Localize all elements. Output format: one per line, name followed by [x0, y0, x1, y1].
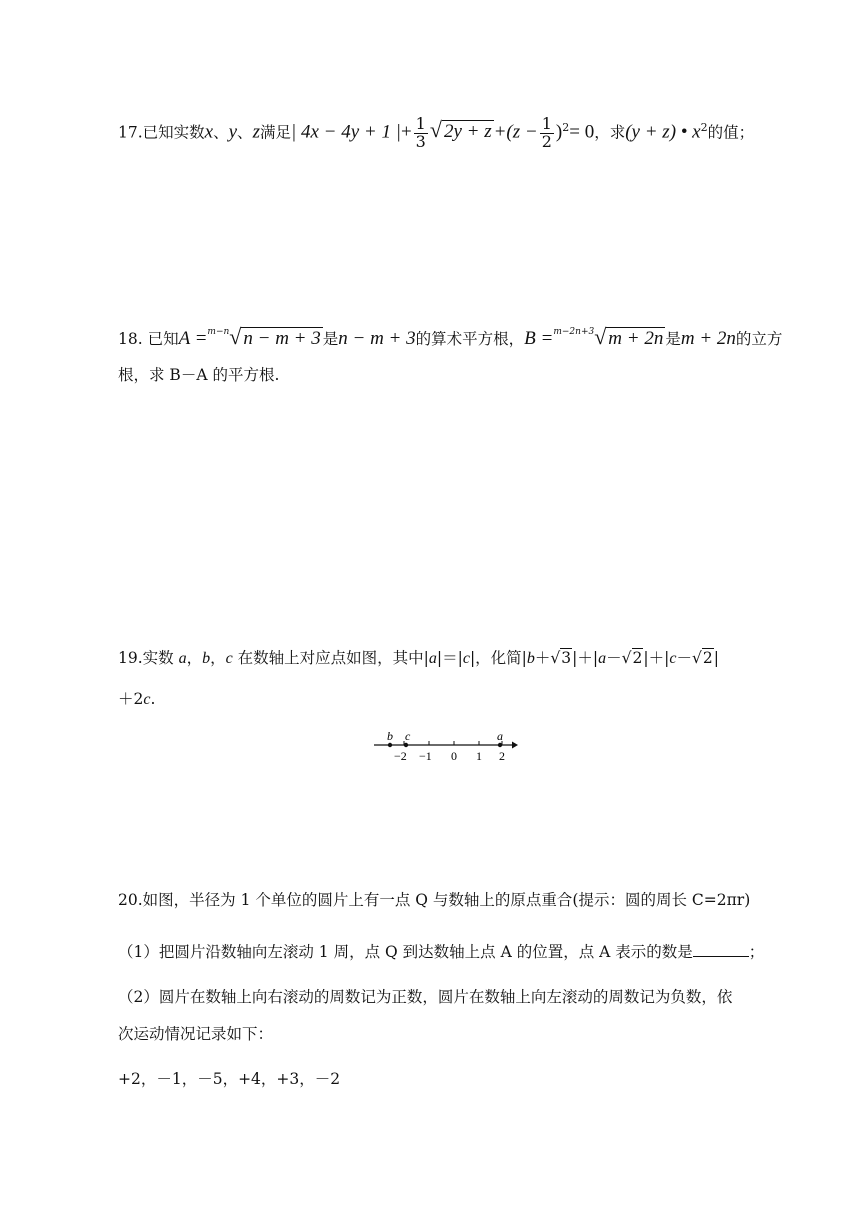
point-a-dot — [498, 743, 502, 747]
q18-prefix: 18. 已知 — [118, 330, 179, 348]
point-b-dot — [388, 743, 392, 747]
q17-abs-expr: | 4x − 4y + 1 | — [290, 121, 401, 143]
q17-ask: ，求 — [594, 123, 626, 142]
point-c-label: c — [405, 729, 411, 743]
q18-mid1: 是 — [322, 330, 339, 348]
q18-B-index2: 3 — [588, 327, 595, 337]
q17-sqrt: √ 2y + z — [429, 117, 492, 143]
tick-label-neg1: −1 — [419, 749, 432, 763]
q18-mid2: 的算术平方根， — [415, 330, 525, 348]
q17-prefix: 17.已知实数 — [118, 123, 205, 142]
q17-var-z: z — [252, 121, 260, 143]
tick-label-neg2: −2 — [394, 749, 407, 763]
q18-A-radical: √ n − m + 3 — [229, 324, 321, 349]
q17-eq-zero: = 0 — [569, 121, 595, 143]
q19-sqrt2a: √2 — [621, 649, 643, 667]
q18-mid3: 是 — [665, 330, 681, 348]
q20-part2: （2）圆片在数轴上向右滚动的周数记为正数，圆片在数轴上向左滚动的周数记为负数，依 — [118, 988, 733, 1006]
q17-close: ) — [555, 121, 563, 143]
q19-prefix: 19.实数 — [118, 649, 179, 667]
q18-B-target: m + 2n — [680, 328, 736, 349]
q17-satisfies: 满足 — [259, 123, 291, 142]
question-20: 20.如图，半径为 1 个单位的圆片上有一点 Q 与数轴上的原点重合(提示：圆的周长 C=2πr) — [118, 891, 751, 909]
q20-part1: （1）把圆片沿数轴向左滚动 1 周，点 Q 到达数轴上点 A 的位置，点 A 表示的数是 ； — [118, 943, 765, 961]
q17-ask-expr: (y + z) • x — [625, 121, 701, 143]
number-line-arrow — [512, 742, 518, 749]
question-17 — [118, 116, 754, 151]
q18-B-radical: √ m + 2n — [594, 324, 664, 349]
q17-fraction-half: $\frac{1}{2}$ — [541, 114, 552, 151]
q17-plus2: +(z − — [493, 121, 538, 143]
q19-sqrt2b: √2 — [691, 649, 713, 667]
q20-answer-blank — [693, 942, 749, 957]
q17-var-x: x — [204, 121, 214, 143]
q19-line2: ＋2c. — [118, 690, 156, 708]
tick-label-0: 0 — [451, 749, 457, 763]
q17-sep1: 、 — [213, 123, 229, 142]
q17-sep2: 、 — [237, 123, 253, 142]
question-19: 19.实数 a，b，c 在数轴上对应点如图，其中|a|＝|c|，化简|b＋√3|＋|a－√2|＋|c－√2| — [118, 649, 719, 667]
tick-label-2: 2 — [499, 749, 505, 763]
number-line-figure — [370, 728, 520, 766]
q18-A-index: m−n — [207, 327, 230, 337]
point-b-label: b — [387, 729, 393, 743]
q17-fraction-third: $\frac{1}{3}$ — [415, 114, 426, 151]
q18-mid4: 的立方 — [735, 330, 783, 348]
q17-plus1: + — [400, 121, 412, 143]
q18-line2: 根，求 B－A 的平方根. — [118, 366, 280, 384]
q18-A-target: n − m + 3 — [338, 328, 416, 349]
q20-part2-cont: 次运动情况记录如下： — [118, 1025, 274, 1043]
question-18 — [118, 326, 782, 348]
q18-B-index: m−2n+ — [553, 327, 589, 337]
point-a-label: a — [497, 729, 503, 743]
q17-square: 2 — [562, 121, 570, 135]
q20-records: +2，－1，－5，+4，+3，－2 — [118, 1070, 341, 1088]
q17-var-y: y — [228, 121, 238, 143]
q18-A-eq: A = — [178, 328, 208, 349]
q17-suffix: 的值； — [707, 123, 755, 142]
q19-sqrt3: √3 — [550, 649, 572, 667]
tick-label-1: 1 — [476, 749, 482, 763]
point-c-dot — [404, 743, 408, 747]
q18-B-eq: B = — [524, 328, 554, 349]
q17-ask-square: 2 — [700, 121, 708, 135]
